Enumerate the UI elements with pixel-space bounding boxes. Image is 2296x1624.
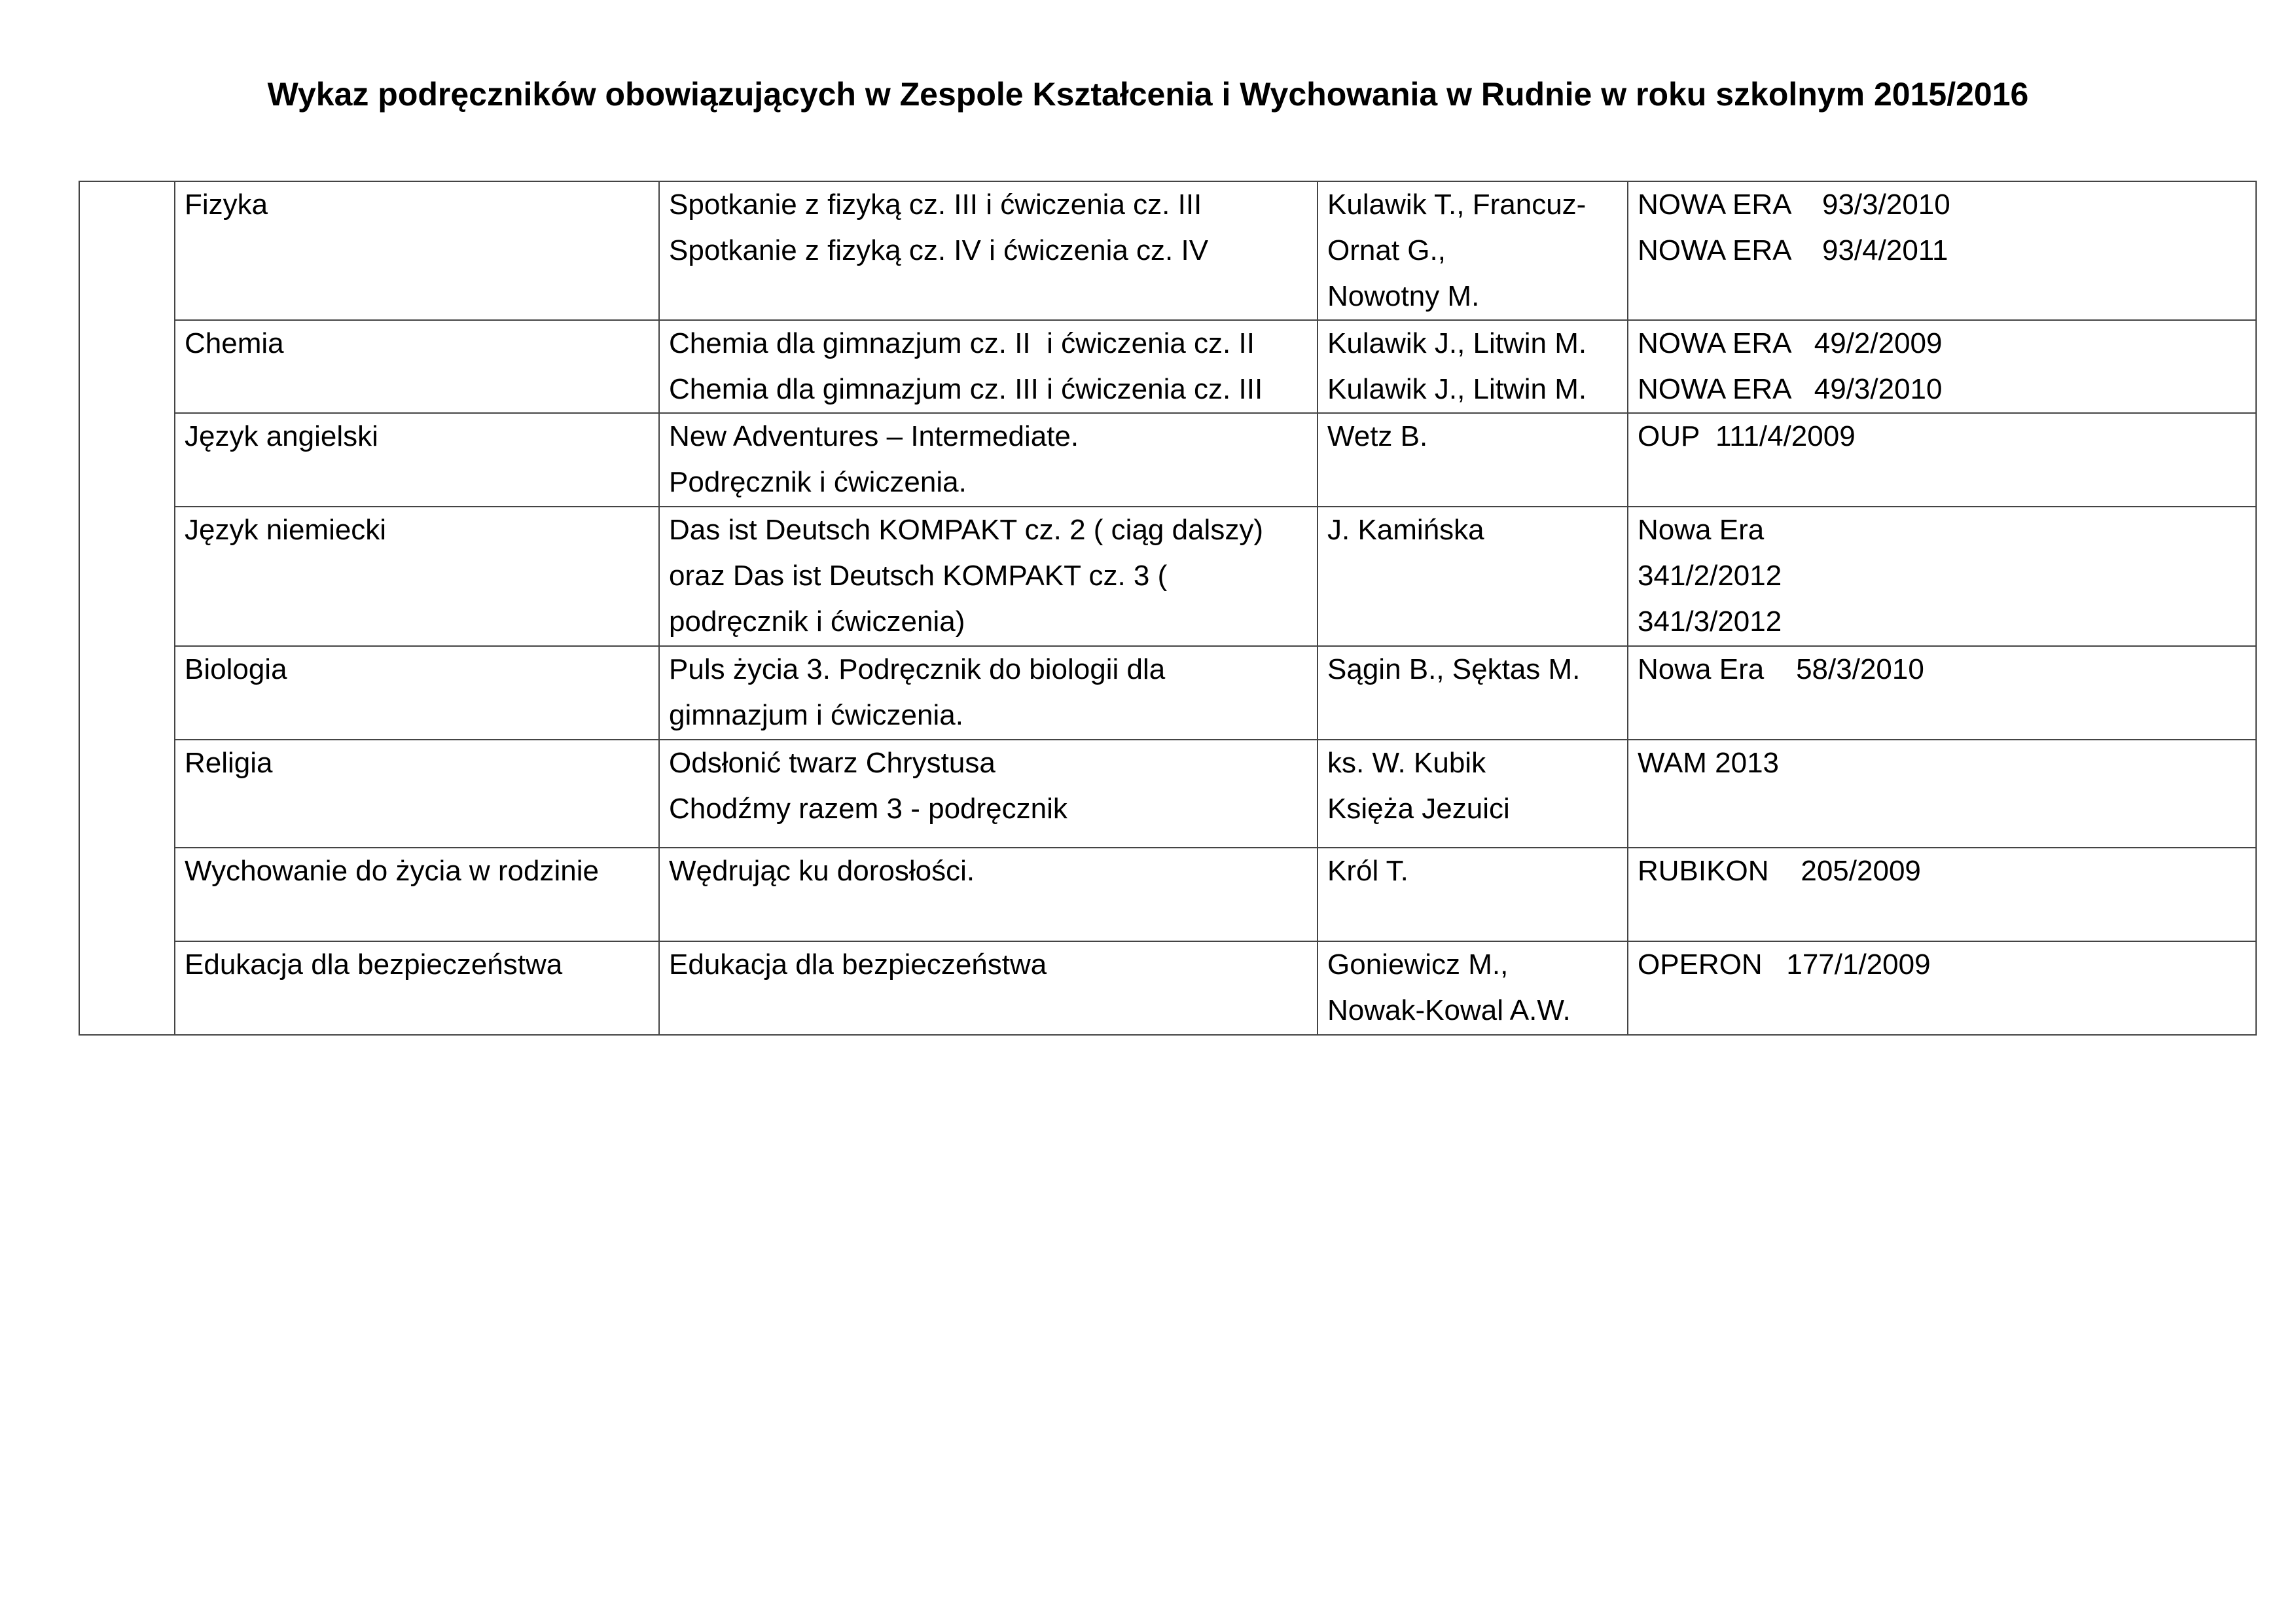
author-cell xyxy=(1318,941,1628,1035)
publisher-cell xyxy=(1628,740,2256,848)
subject-cell xyxy=(175,941,659,1035)
author-line: Król T. xyxy=(1327,855,1408,887)
title-cell xyxy=(659,740,1318,848)
book-title-line: Edukacja dla bezpieczeństwa xyxy=(669,948,1047,981)
table-row xyxy=(79,848,2256,941)
author-cell xyxy=(1318,320,1628,413)
page-title: Wykaz podręczników obowiązujących w Zespole Kształcenia i Wychowania w Rudnie w roku szkolnym 2015/2016 xyxy=(267,76,2029,113)
title-cell xyxy=(659,413,1318,507)
table-row xyxy=(79,320,2256,413)
publisher-line: OPERON 177/1/2009 xyxy=(1638,948,1931,981)
subject-cell xyxy=(175,181,659,320)
book-title-line: New Adventures – Intermediate. xyxy=(669,420,1079,452)
table-row xyxy=(79,507,2256,646)
subject-name: Biologia xyxy=(185,653,287,685)
publisher-line: NOWA ERA 93/3/2010 xyxy=(1638,189,1950,221)
author-line: J. Kamińska xyxy=(1327,514,1484,546)
book-title-line: Chodźmy razem 3 - podręcznik xyxy=(669,793,1067,825)
publisher-cell xyxy=(1628,646,2256,740)
publisher-cell xyxy=(1628,941,2256,1035)
table-row xyxy=(79,646,2256,740)
subject-name: Wychowanie do życia w rodzinie xyxy=(185,855,599,887)
book-title-line: Das ist Deutsch KOMPAKT cz. 2 ( ciąg dalszy) xyxy=(669,514,1263,546)
publisher-line: Nowa Era xyxy=(1638,514,1765,546)
subject-name: Fizyka xyxy=(185,189,268,221)
book-title-line: oraz Das ist Deutsch KOMPAKT cz. 3 ( xyxy=(669,560,1168,592)
subject-cell xyxy=(175,320,659,413)
subject-name: Edukacja dla bezpieczeństwa xyxy=(185,948,563,981)
author-line: Kulawik T., Francuz- xyxy=(1327,189,1587,221)
book-title-line: Podręcznik i ćwiczenia. xyxy=(669,466,967,498)
author-cell xyxy=(1318,646,1628,740)
author-line: ks. W. Kubik xyxy=(1327,747,1486,779)
publisher-line: NOWA ERA 49/3/2010 xyxy=(1638,373,1943,405)
publisher-line: WAM 2013 xyxy=(1638,747,1780,779)
subject-cell xyxy=(175,507,659,646)
publisher-line: 341/2/2012 xyxy=(1638,560,1782,592)
grade-cell xyxy=(79,181,175,1035)
table-row xyxy=(79,181,2256,320)
table-row xyxy=(79,941,2256,1035)
publisher-cell xyxy=(1628,320,2256,413)
publisher-cell xyxy=(1628,413,2256,507)
author-line: Goniewicz M., xyxy=(1327,948,1509,981)
book-title-line: gimnazjum i ćwiczenia. xyxy=(669,699,963,731)
author-cell xyxy=(1318,413,1628,507)
publisher-line: NOWA ERA 49/2/2009 xyxy=(1638,327,1943,359)
author-cell xyxy=(1318,740,1628,848)
table-row xyxy=(79,740,2256,848)
author-line: Nowotny M. xyxy=(1327,280,1480,312)
author-line: Księża Jezuici xyxy=(1327,793,1510,825)
title-cell xyxy=(659,941,1318,1035)
title-cell xyxy=(659,507,1318,646)
publisher-line: Nowa Era 58/3/2010 xyxy=(1638,653,1924,685)
subject-cell xyxy=(175,646,659,740)
title-cell xyxy=(659,320,1318,413)
subject-name: Język angielski xyxy=(185,420,378,452)
book-title-line: Chemia dla gimnazjum cz. III i ćwiczenia cz. III xyxy=(669,373,1263,405)
subject-name: Chemia xyxy=(185,327,284,359)
publisher-cell xyxy=(1628,181,2256,320)
table-row xyxy=(79,413,2256,507)
book-title-line: Chemia dla gimnazjum cz. II i ćwiczenia cz. II xyxy=(669,327,1255,359)
author-line: Kulawik J., Litwin M. xyxy=(1327,373,1587,405)
title-cell xyxy=(659,848,1318,941)
title-cell xyxy=(659,646,1318,740)
publisher-cell xyxy=(1628,507,2256,646)
book-title-line: Spotkanie z fizyką cz. III i ćwiczenia cz. III xyxy=(669,189,1202,221)
author-line: Ornat G., xyxy=(1327,234,1446,266)
subject-name: Religia xyxy=(185,747,273,779)
subject-cell xyxy=(175,413,659,507)
author-cell xyxy=(1318,181,1628,320)
publisher-line: NOWA ERA 93/4/2011 xyxy=(1638,234,1948,266)
publisher-line: OUP 111/4/2009 xyxy=(1638,420,1856,452)
subject-cell xyxy=(175,740,659,848)
subject-name: Język niemiecki xyxy=(185,514,387,546)
author-line: Nowak-Kowal A.W. xyxy=(1327,994,1571,1026)
book-title-line: Puls życia 3. Podręcznik do biologii dla xyxy=(669,653,1166,685)
textbook-table xyxy=(79,181,2257,1036)
publisher-line: RUBIKON 205/2009 xyxy=(1638,855,1921,887)
publisher-cell xyxy=(1628,848,2256,941)
author-line: Wetz B. xyxy=(1327,420,1428,452)
publisher-line: 341/3/2012 xyxy=(1638,605,1782,638)
author-cell xyxy=(1318,507,1628,646)
book-title-line: Spotkanie z fizyką cz. IV i ćwiczenia cz. IV xyxy=(669,234,1209,266)
author-cell xyxy=(1318,848,1628,941)
subject-cell xyxy=(175,848,659,941)
author-line: Sągin B., Sęktas M. xyxy=(1327,653,1581,685)
book-title-line: Wędrując ku dorosłości. xyxy=(669,855,975,887)
book-title-line: Odsłonić twarz Chrystusa xyxy=(669,747,996,779)
book-title-line: podręcznik i ćwiczenia) xyxy=(669,605,965,638)
title-cell xyxy=(659,181,1318,320)
author-line: Kulawik J., Litwin M. xyxy=(1327,327,1587,359)
